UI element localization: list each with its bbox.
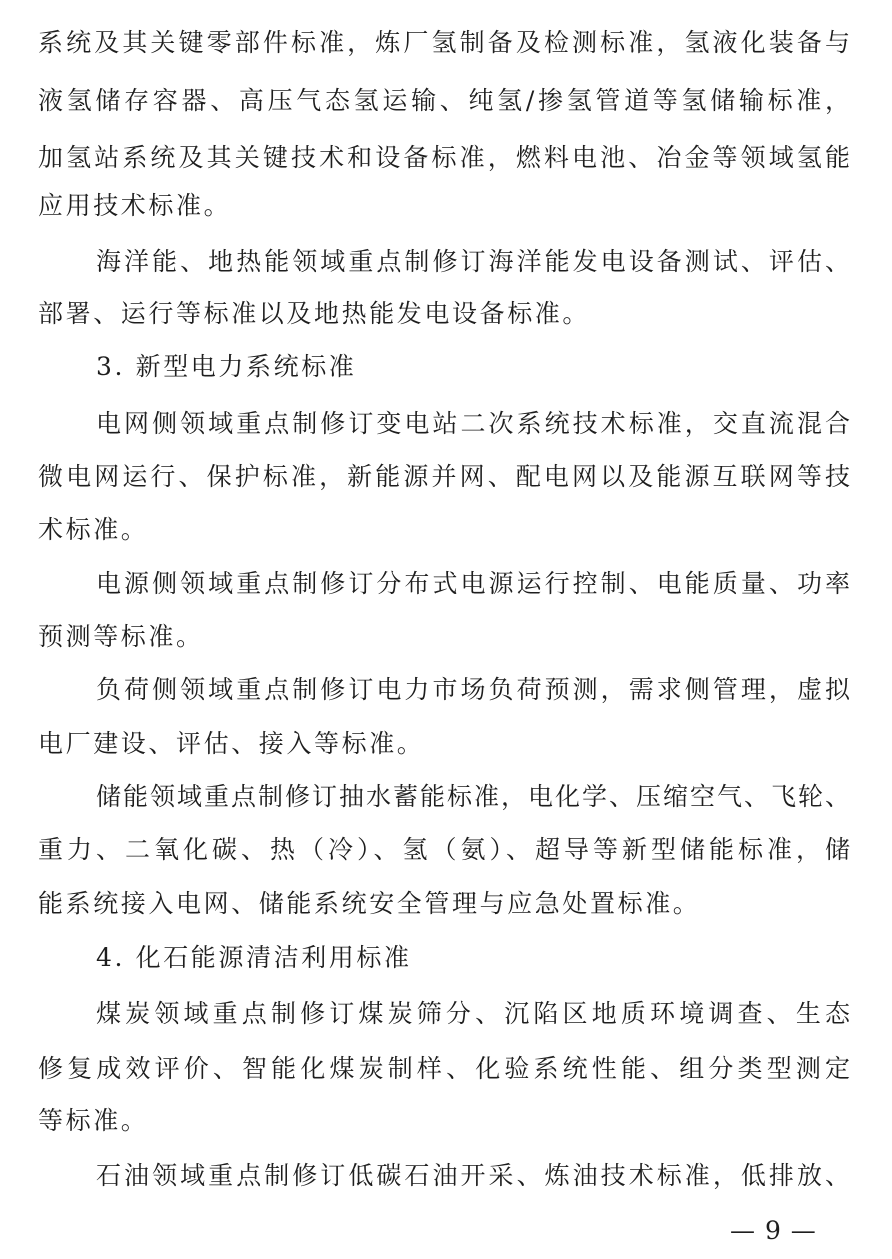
body-text-line: 石油领域重点制修订低碳石油开采、炼油技术标准，低排放、 (96, 1161, 850, 1190)
body-text-line: 加氢站系统及其关键技术和设备标准，燃料电池、冶金等领域氢能 (38, 143, 850, 172)
body-text-line: 等标准。 (38, 1106, 149, 1135)
body-text-line: 系统及其关键零部件标准，炼厂氢制备及检测标准，氢液化装备与 (38, 28, 850, 57)
body-text-line: 部署、运行等标准以及地热能发电设备标准。 (38, 299, 591, 328)
page-number: — 9 — (730, 1216, 817, 1245)
section-heading: 3. 新型电力系统标准 (96, 352, 357, 381)
body-text-line: 电厂建设、评估、接入等标准。 (38, 729, 425, 758)
body-text-line: 预测等标准。 (38, 622, 204, 651)
body-text-line: 煤炭领域重点制修订煤炭筛分、沉陷区地质环境调查、生态 (96, 999, 850, 1028)
section-heading: 4. 化石能源清洁利用标准 (96, 943, 412, 972)
body-text-line: 微电网运行、保护标准，新能源并网、配电网以及能源互联网等技 (38, 462, 850, 491)
body-text-line: 重力、二氧化碳、热（冷）、氢（氨）、超导等新型储能标准，储 (38, 835, 850, 864)
body-text-line: 术标准。 (38, 515, 149, 544)
body-text-line: 电网侧领域重点制修订变电站二次系统技术标准，交直流混合 (96, 409, 850, 438)
body-text-line: 负荷侧领域重点制修订电力市场负荷预测，需求侧管理，虚拟 (96, 675, 850, 704)
body-text-line: 修复成效评价、智能化煤炭制样、化验系统性能、组分类型测定 (38, 1054, 850, 1083)
body-text-line: 海洋能、地热能领域重点制修订海洋能发电设备测试、评估、 (96, 247, 850, 276)
body-text-line: 能系统接入电网、储能系统安全管理与应急处置标准。 (38, 889, 701, 918)
body-text-line: 电源侧领域重点制修订分布式电源运行控制、电能质量、功率 (96, 569, 850, 598)
body-text-line: 储能领域重点制修订抽水蓄能标准，电化学、压缩空气、飞轮、 (96, 782, 850, 811)
body-text-line: 应用技术标准。 (38, 191, 232, 220)
body-text-line: 液氢储存容器、高压气态氢运输、纯氢/掺氢管道等氢储输标准， (38, 86, 850, 115)
